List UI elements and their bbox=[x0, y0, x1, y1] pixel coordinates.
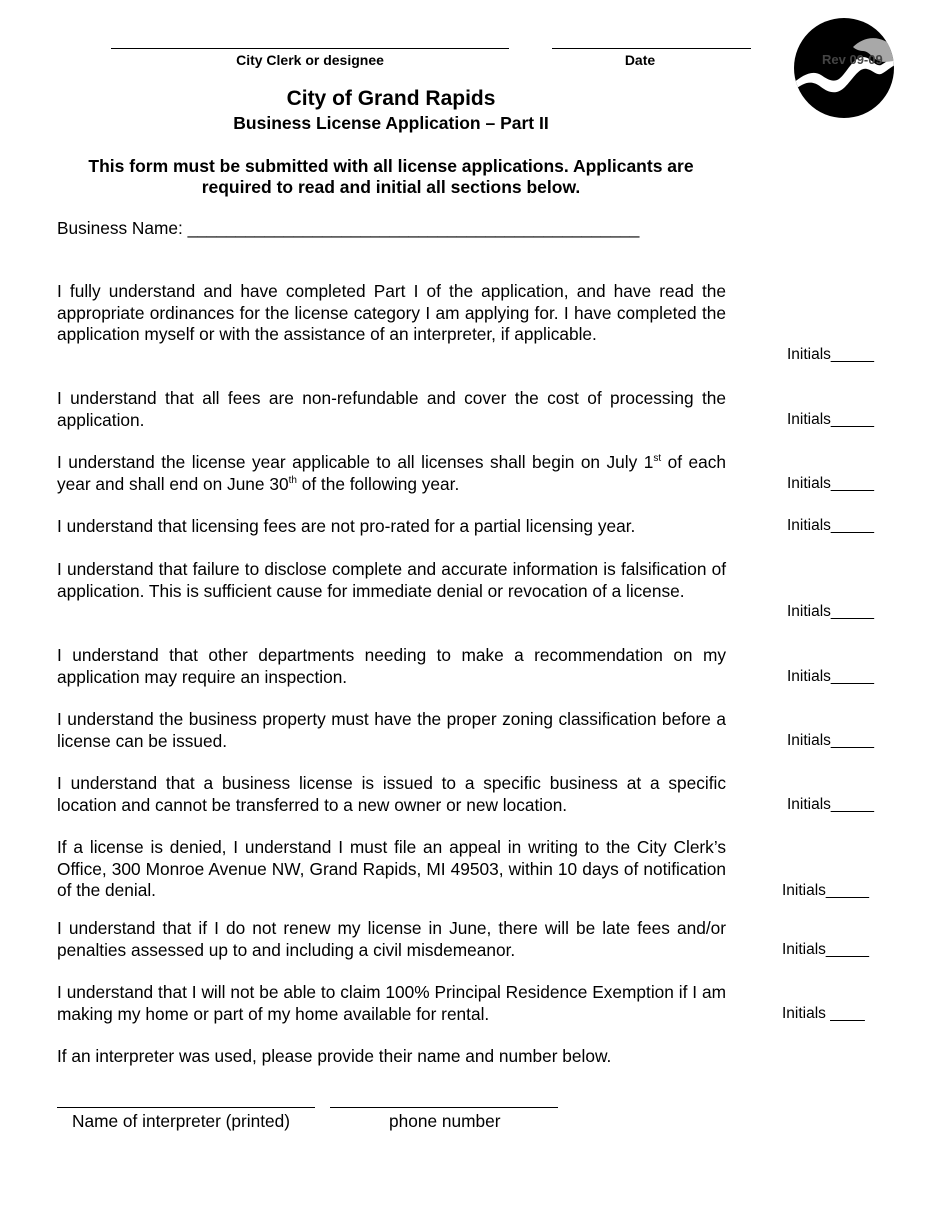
initials-field-1[interactable]: Initials_____ bbox=[787, 346, 875, 363]
statement-5: I understand that failure to disclose complete and accurate information is falsification of application. This is sufficient cause for immediate denial or revocation of a license. bbox=[57, 559, 726, 601]
statement-6: I understand that other departments needing to make a recommendation on my application may require an inspection. bbox=[57, 645, 726, 687]
revision-label: Rev 09-09 bbox=[822, 52, 883, 67]
initials-field-8[interactable]: Initials_____ bbox=[787, 796, 875, 813]
statement-3-part-c: of the following year. bbox=[296, 473, 460, 494]
initials-field-5[interactable]: Initials_____ bbox=[787, 603, 875, 620]
business-name-blank[interactable]: _______________________________________________ bbox=[187, 218, 640, 238]
interpreter-phone-line[interactable] bbox=[330, 1107, 558, 1108]
date-line[interactable] bbox=[552, 48, 751, 49]
initials-field-4[interactable]: Initials_____ bbox=[787, 517, 875, 534]
statement-9: If a license is denied, I understand I must file an appeal in writing to the City Clerk’s Office, 300 Monroe Avenue NW, Grand Rapids, MI 49503, within 10 days of notification of the denial. bbox=[57, 837, 726, 900]
clerk-signature-label: City Clerk or designee bbox=[236, 52, 384, 68]
notice-line-1: This form must be submitted with all license applications. Applicants are bbox=[88, 156, 694, 176]
initials-field-9[interactable]: Initials_____ bbox=[782, 882, 870, 899]
statement-7: I understand the business property must have the proper zoning classification before a license can be issued. bbox=[57, 709, 726, 751]
clerk-signature-line[interactable] bbox=[111, 48, 509, 49]
interpreter-phone-label: phone number bbox=[389, 1111, 501, 1131]
form-subtitle: Business License Application – Part II bbox=[233, 113, 549, 133]
initials-field-6[interactable]: Initials_____ bbox=[787, 668, 875, 685]
statement-11: I understand that I will not be able to claim 100% Principal Residence Exemption if I am making my home or part of my home available for rental. bbox=[57, 982, 726, 1024]
date-label: Date bbox=[624, 52, 656, 68]
city-logo bbox=[793, 17, 895, 119]
initials-field-3[interactable]: Initials_____ bbox=[787, 475, 875, 492]
statement-2: I understand that all fees are non-refundable and cover the cost of processing the application. bbox=[57, 388, 726, 430]
business-name-field[interactable] bbox=[57, 218, 639, 239]
statement-3-sup-b: th bbox=[288, 474, 297, 486]
statement-1: I fully understand and have completed Part I of the application, and have read the appropriate ordinances for the license category I am applying for. I have completed the application myself or with the assistance of an interpreter, if applicable. bbox=[57, 281, 726, 344]
interpreter-prompt: If an interpreter was used, please provide their name and number below. bbox=[57, 1046, 612, 1066]
statement-3-part-a: I understand the license year applicable to all licenses shall begin on July 1 bbox=[57, 452, 654, 472]
statement-3-sup-a: st bbox=[653, 453, 662, 465]
initials-field-7[interactable]: Initials_____ bbox=[787, 732, 875, 749]
statement-8: I understand that a business license is issued to a specific business at a specific location and cannot be transferred to a new owner or new location. bbox=[57, 773, 726, 815]
interpreter-name-label: Name of interpreter (printed) bbox=[72, 1111, 291, 1131]
statement-3 bbox=[57, 452, 726, 495]
notice-line-2: required to read and initial all sections below. bbox=[201, 177, 581, 197]
statement-3-part-b: of each year and shall end on June 30 bbox=[57, 452, 726, 494]
statement-4: I understand that licensing fees are not pro-rated for a partial licensing year. bbox=[57, 516, 636, 536]
page-title: City of Grand Rapids bbox=[286, 87, 496, 110]
business-name-label: Business Name: bbox=[57, 218, 188, 238]
initials-field-11[interactable]: Initials ____ bbox=[782, 1005, 865, 1022]
interpreter-name-line[interactable] bbox=[57, 1107, 315, 1108]
initials-field-2[interactable]: Initials_____ bbox=[787, 411, 875, 428]
statement-10: I understand that if I do not renew my license in June, there will be late fees and/or penalties assessed up to and including a civil misdemeanor. bbox=[57, 918, 726, 960]
initials-field-10[interactable]: Initials_____ bbox=[782, 941, 870, 958]
